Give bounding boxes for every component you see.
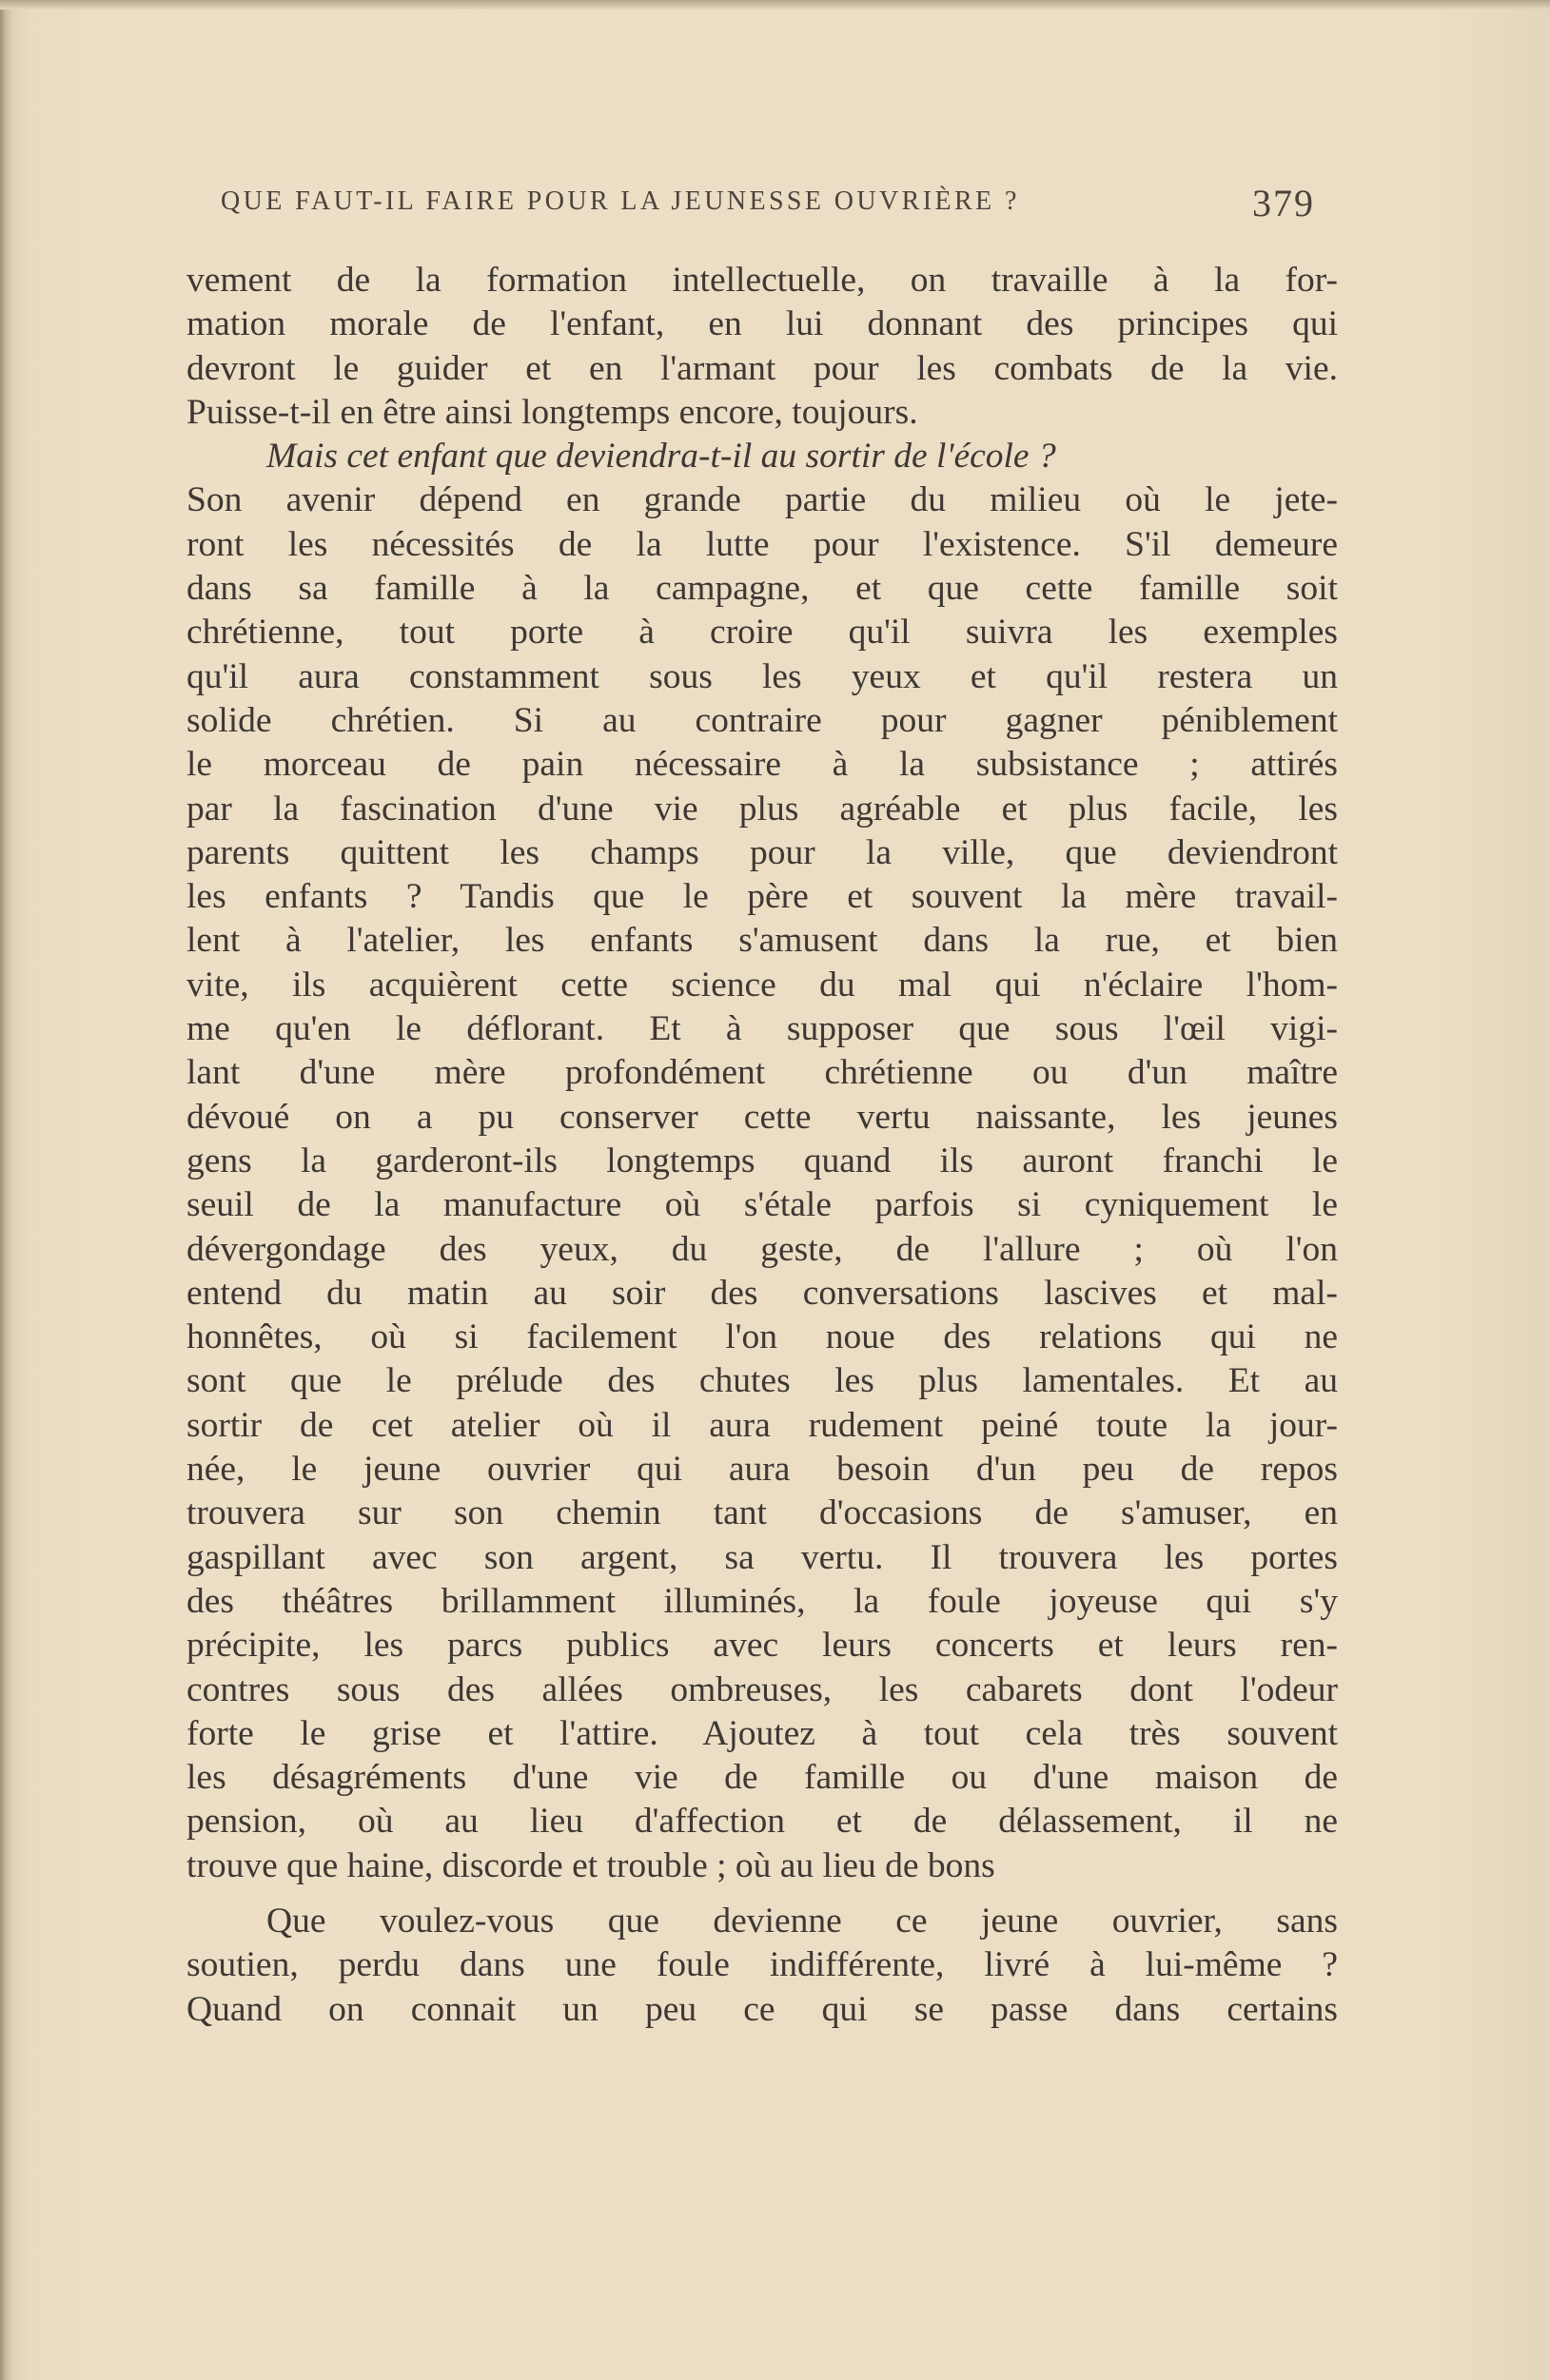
text-line: lant d'une mère profondément chrétienne ou d'un maître (186, 1053, 1338, 1093)
text-line: seuil de la manufacture où s'étale parfois si cyniquement le (186, 1185, 1338, 1225)
paragraph-gap (186, 1888, 1338, 1900)
text-line: lent à l'atelier, les enfants s'amusent dans la rue, et bien (186, 921, 1338, 961)
text-line: me qu'en le déflorant. Et à supposer que sous l'œil vigi- (186, 1009, 1338, 1049)
text-line: le morceau de pain nécessaire à la subsistance ; attirés (186, 745, 1338, 785)
text-line: gens la garderont-ils longtemps quand ils auront franchi le (186, 1141, 1338, 1180)
text-line: Puisse-t-il en être ainsi longtemps encore, toujours. (186, 392, 918, 432)
text-line: née, le jeune ouvrier qui aura besoin d'un peu de repos (186, 1450, 1338, 1490)
text-line: trouve que haine, discorde et trouble ; où au lieu de bons (186, 1845, 995, 1885)
text-line: entend du matin au soir des conversations lascives et mal- (186, 1273, 1338, 1313)
text-line: Son avenir dépend en grande partie du milieu où le jete- (186, 480, 1338, 520)
paragraph-3 (186, 1900, 1338, 2032)
text-line: dévergondage des yeux, du geste, de l'allure ; où l'on (186, 1229, 1338, 1269)
text-line: vement de la formation intellectuelle, on travaille à la for- (186, 261, 1338, 300)
paragraph-2 (186, 435, 1338, 1888)
text-line: soutien, perdu dans une foule indifférente, livré à lui-même ? (186, 1945, 1338, 1985)
page-number: 379 (1252, 182, 1315, 224)
paragraph-1 (186, 259, 1338, 435)
text-line: Quand on connait un peu ce qui se passe dans certains (186, 1989, 1338, 2029)
text-line: honnêtes, où si facilement l'on noue des relations qui ne (186, 1317, 1338, 1357)
binding-edge (0, 0, 13, 2380)
italic-lead-line: Mais cet enfant que deviendra-t-il au sortir de l'école ? (266, 437, 1056, 477)
running-head (221, 182, 1315, 230)
text-line: parents quittent les champs pour la ville, que deviendront (186, 832, 1338, 872)
text-line: précipite, les parcs publics avec leurs concerts et leurs ren- (186, 1626, 1338, 1666)
text-line: contres sous des allées ombreuses, les cabarets dont l'odeur (186, 1669, 1338, 1709)
text-line: mation morale de l'enfant, en lui donnant des principes qui (186, 304, 1338, 344)
text-line: solide chrétien. Si au contraire pour gagner péniblement (186, 700, 1338, 740)
text-line: dévoué on a pu conserver cette vertu naissante, les jeunes (186, 1097, 1338, 1137)
text-line: sont que le prélude des chutes les plus lamentales. Et au (186, 1361, 1338, 1401)
text-line: devront le guider et en l'armant pour les combats de la vie. (186, 348, 1338, 388)
text-line: ront les nécessités de la lutte pour l'existence. S'il demeure (186, 524, 1338, 564)
page-top-edge (0, 0, 1550, 10)
text-line: forte le grise et l'attire. Ajoutez à tout cela très souvent (186, 1713, 1338, 1753)
text-line: pension, où au lieu d'affection et de délassement, il ne (186, 1802, 1338, 1842)
text-line: par la fascination d'une vie plus agréable et plus facile, les (186, 789, 1338, 829)
text-line: qu'il aura constamment sous les yeux et qu'il restera un (186, 656, 1338, 696)
text-line: trouvera sur son chemin tant d'occasions de s'amuser, en (186, 1493, 1338, 1533)
body-text (186, 259, 1338, 2032)
text-line: sortir de cet atelier où il aura rudement peiné toute la jour- (186, 1405, 1338, 1445)
text-line: chrétienne, tout porte à croire qu'il suivra les exemples (186, 613, 1338, 653)
text-line: des théâtres brillamment illuminés, la foule joyeuse qui s'y (186, 1581, 1338, 1621)
text-line: gaspillant avec son argent, sa vertu. Il trouvera les portes (186, 1537, 1338, 1577)
text-line: vite, ils acquièrent cette science du mal qui n'éclaire l'hom- (186, 965, 1338, 1005)
running-head-title: QUE FAUT-IL FAIRE POUR LA JEUNESSE OUVRIÈRE ? (221, 186, 1020, 216)
text-line: dans sa famille à la campagne, et que cette famille soit (186, 569, 1338, 609)
text-line: les enfants ? Tandis que le père et souvent la mère travail- (186, 877, 1338, 917)
text-line: les désagréments d'une vie de famille ou d'une maison de (186, 1758, 1338, 1798)
text-line: Que voulez-vous que devienne ce jeune ouvrier, sans (266, 1901, 1338, 1941)
